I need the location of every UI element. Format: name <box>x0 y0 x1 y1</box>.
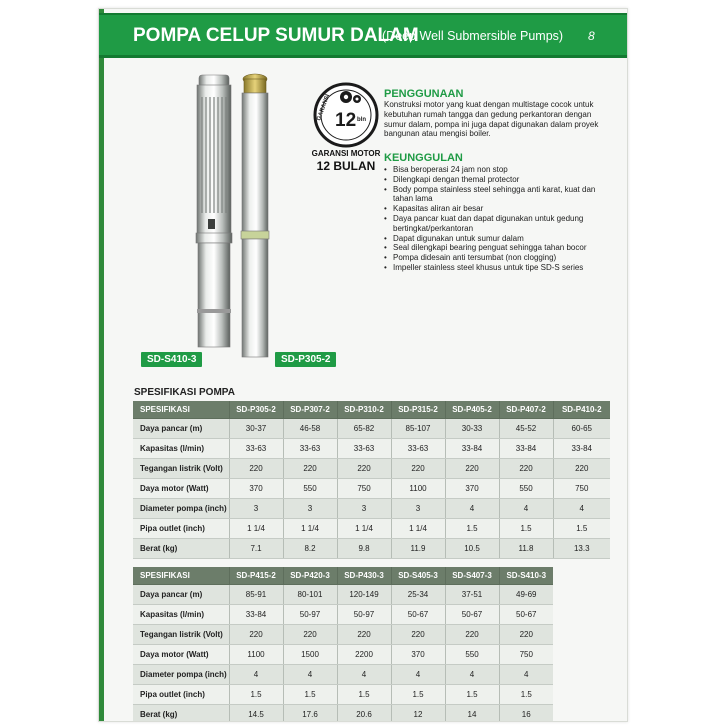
table-cell: 1.5 <box>499 685 553 705</box>
left-accent-stripe <box>99 9 104 721</box>
product-label-left: SD-S410-3 <box>141 352 202 367</box>
table-header-cell: SD-S407-3 <box>445 567 499 585</box>
penggunaan-line: bangunan atau mengisi boiler. <box>384 129 491 139</box>
table-row <box>133 705 553 723</box>
badge-line1: GARANSI MOTOR <box>311 149 381 158</box>
table-row <box>133 585 553 605</box>
table-header-cell: SD-S405-3 <box>391 567 445 585</box>
table-cell: 1 1/4 <box>337 519 391 539</box>
table-header-row <box>133 567 553 585</box>
row-label: Kapasitas (l/min) <box>133 439 229 459</box>
table-cell: 220 <box>229 625 283 645</box>
table-header-cell: SD-P305-2 <box>229 401 283 419</box>
table-cell: 9.8 <box>337 539 391 559</box>
table-cell: 220 <box>391 459 445 479</box>
table-cell: 50-97 <box>337 605 391 625</box>
table-cell: 12 <box>391 705 445 723</box>
table-cell: 46-58 <box>283 419 337 439</box>
table-cell: 33-84 <box>229 605 283 625</box>
table-cell: 14 <box>445 705 499 723</box>
table-cell: 50-67 <box>445 605 499 625</box>
table-cell: 220 <box>391 625 445 645</box>
row-label: Tegangan listrik (Volt) <box>133 625 229 645</box>
row-label: Berat (kg) <box>133 705 229 723</box>
table-header-cell: SPESIFIKASI <box>133 401 229 419</box>
table-cell: 1.5 <box>337 685 391 705</box>
table-cell: 11.8 <box>499 539 553 559</box>
badge-months-number: 12 <box>335 110 357 131</box>
table-cell: 1 1/4 <box>283 519 337 539</box>
table-cell: 750 <box>337 479 391 499</box>
page-subtitle: (Deep Well Submersible Pumps) <box>382 29 564 43</box>
table-row <box>133 625 553 645</box>
keunggulan-item: • Pompa didesain anti tersumbat (non clogging) <box>384 253 606 263</box>
table-cell: 4 <box>391 665 445 685</box>
table-cell: 1.5 <box>499 519 553 539</box>
table-cell: 220 <box>229 459 283 479</box>
row-label: Berat (kg) <box>133 539 229 559</box>
table-header-cell: SD-P407-2 <box>499 401 553 419</box>
table-cell: 3 <box>337 499 391 519</box>
row-label: Daya motor (Watt) <box>133 479 229 499</box>
table-cell: 3 <box>391 499 445 519</box>
table-cell: 10.5 <box>445 539 499 559</box>
table-cell: 13.3 <box>553 539 610 559</box>
spec-table-2 <box>133 567 553 722</box>
table-cell: 220 <box>283 625 337 645</box>
table-cell: 220 <box>499 625 553 645</box>
table-header-cell: SD-P410-2 <box>553 401 610 419</box>
table-cell: 220 <box>445 625 499 645</box>
table-cell: 80-101 <box>283 585 337 605</box>
table-cell: 370 <box>445 479 499 499</box>
table-cell: 220 <box>337 625 391 645</box>
row-label: Diameter pompa (inch) <box>133 665 229 685</box>
penggunaan-line: kebutuhan rumah tangga dan gedung perkantoran dengan <box>384 109 592 119</box>
table-cell: 1.5 <box>229 685 283 705</box>
table-row <box>133 645 553 665</box>
row-label: Daya pancar (m) <box>133 585 229 605</box>
table-cell: 50-97 <box>283 605 337 625</box>
keunggulan-item: • Bisa beroperasi 24 jam non stop <box>384 165 606 175</box>
table-row <box>133 685 553 705</box>
pump-image-sd-p305-2 <box>235 73 275 361</box>
table-cell: 1.5 <box>391 685 445 705</box>
table-cell: 65-82 <box>337 419 391 439</box>
table-header-cell: SD-P310-2 <box>337 401 391 419</box>
table-cell: 1100 <box>391 479 445 499</box>
keunggulan-list <box>384 165 606 273</box>
table-row <box>133 665 553 685</box>
penggunaan-line: sumur dalam, pompa ini juga dapat digunakan dalam proyek <box>384 119 599 129</box>
penggunaan-line: Konstruksi motor yang kuat dengan multistage cocok untuk <box>384 100 594 109</box>
table-cell: 1 1/4 <box>391 519 445 539</box>
page-number: 8 <box>588 29 595 43</box>
penggunaan-text <box>384 100 609 139</box>
warranty-badge <box>303 81 389 173</box>
table-cell: 33-63 <box>229 439 283 459</box>
keunggulan-item: • Impeller stainless steel khusus untuk tipe SD-S series <box>384 263 606 273</box>
table-cell: 25-34 <box>391 585 445 605</box>
table-cell: 4 <box>337 665 391 685</box>
table-cell: 1.5 <box>553 519 610 539</box>
table-cell: 7.1 <box>229 539 283 559</box>
table-cell: 33-63 <box>337 439 391 459</box>
table-cell: 120-149 <box>337 585 391 605</box>
table-cell: 4 <box>553 499 610 519</box>
table-cell: 8.2 <box>283 539 337 559</box>
table-row <box>133 439 610 459</box>
page-title: POMPA CELUP SUMUR DALAM <box>133 25 419 46</box>
table-cell: 370 <box>229 479 283 499</box>
table-cell: 4 <box>445 499 499 519</box>
table-cell: 750 <box>499 645 553 665</box>
row-label: Pipa outlet (inch) <box>133 519 229 539</box>
table-header-cell: SD-P430-3 <box>337 567 391 585</box>
table-row <box>133 479 610 499</box>
badge-garansi-word: GARANSI <box>316 93 332 122</box>
keunggulan-item: • Kapasitas aliran air besar <box>384 204 606 214</box>
table-cell: 1 1/4 <box>229 519 283 539</box>
spec-section-title: SPESIFIKASI POMPA <box>134 387 235 398</box>
table-row <box>133 419 610 439</box>
product-label-right: SD-P305-2 <box>275 352 336 367</box>
table-cell: 33-84 <box>445 439 499 459</box>
table-cell: 4 <box>445 665 499 685</box>
keunggulan-item: • Daya pancar kuat dan dapat digunakan untuk gedung bertingkat/perkantoran <box>384 214 606 234</box>
table-cell: 370 <box>391 645 445 665</box>
keunggulan-item: • Dilengkapi dengan themal protector <box>384 175 606 185</box>
table-cell: 60-65 <box>553 419 610 439</box>
spec-table-1 <box>133 401 610 559</box>
pump-image-sd-s410-3 <box>191 73 237 353</box>
table-cell: 550 <box>499 479 553 499</box>
penggunaan-heading: PENGGUNAAN <box>384 88 464 100</box>
table-cell: 33-84 <box>499 439 553 459</box>
table-cell: 1500 <box>283 645 337 665</box>
table-header-cell: SD-S410-3 <box>499 567 553 585</box>
table-row <box>133 499 610 519</box>
row-label: Daya motor (Watt) <box>133 645 229 665</box>
table-row <box>133 605 553 625</box>
table-cell: 85-91 <box>229 585 283 605</box>
keunggulan-item: • Body pompa stainless steel sehingga anti karat, kuat dan tahan lama <box>384 185 606 205</box>
keunggulan-item: • Seal dilengkapi bearing penguat sehingga tahan bocor <box>384 243 606 253</box>
table-cell: 85-107 <box>391 419 445 439</box>
table-cell: 11.9 <box>391 539 445 559</box>
table-cell: 33-63 <box>391 439 445 459</box>
table-header-row <box>133 401 610 419</box>
table-cell: 50-67 <box>391 605 445 625</box>
table-cell: 4 <box>283 665 337 685</box>
table-row <box>133 539 610 559</box>
table-header-cell: SD-P415-2 <box>229 567 283 585</box>
row-label: Pipa outlet (inch) <box>133 685 229 705</box>
table-cell: 220 <box>553 459 610 479</box>
row-label: Diameter pompa (inch) <box>133 499 229 519</box>
table-cell: 17.6 <box>283 705 337 723</box>
table-cell: 49-69 <box>499 585 553 605</box>
table-cell: 3 <box>283 499 337 519</box>
table-header-cell: SD-P405-2 <box>445 401 499 419</box>
row-label: Daya pancar (m) <box>133 419 229 439</box>
row-label: Tegangan listrik (Volt) <box>133 459 229 479</box>
table-header-cell: SPESIFIKASI <box>133 567 229 585</box>
table-cell: 2200 <box>337 645 391 665</box>
badge-months-unit: bln <box>357 117 366 123</box>
warranty-gear-icon <box>303 81 389 149</box>
keunggulan-item: • Dapat digunakan untuk sumur dalam <box>384 234 606 244</box>
table-cell: 33-84 <box>553 439 610 459</box>
table-cell: 33-63 <box>283 439 337 459</box>
table-cell: 4 <box>499 499 553 519</box>
page-header <box>99 13 627 58</box>
table-cell: 30-37 <box>229 419 283 439</box>
table-cell: 14.5 <box>229 705 283 723</box>
catalog-page <box>98 8 628 722</box>
table-header-cell: SD-P315-2 <box>391 401 445 419</box>
table-cell: 750 <box>553 479 610 499</box>
table-cell: 16 <box>499 705 553 723</box>
badge-line2: 12 BULAN <box>316 159 376 173</box>
table-row <box>133 459 610 479</box>
table-cell: 50-67 <box>499 605 553 625</box>
table-cell: 1.5 <box>445 519 499 539</box>
table-cell: 220 <box>445 459 499 479</box>
table-cell: 4 <box>499 665 553 685</box>
table-cell: 20.6 <box>337 705 391 723</box>
table-cell: 550 <box>445 645 499 665</box>
table-header-cell: SD-P307-2 <box>283 401 337 419</box>
table-cell: 45-52 <box>499 419 553 439</box>
table-cell: 220 <box>283 459 337 479</box>
table-cell: 30-33 <box>445 419 499 439</box>
table-cell: 1.5 <box>283 685 337 705</box>
table-cell: 1.5 <box>445 685 499 705</box>
table-cell: 220 <box>499 459 553 479</box>
keunggulan-heading: KEUNGGULAN <box>384 152 463 164</box>
row-label: Kapasitas (l/min) <box>133 605 229 625</box>
table-cell: 37-51 <box>445 585 499 605</box>
table-cell: 550 <box>283 479 337 499</box>
table-header-cell: SD-P420-3 <box>283 567 337 585</box>
table-cell: 1100 <box>229 645 283 665</box>
table-cell: 3 <box>229 499 283 519</box>
table-cell: 4 <box>229 665 283 685</box>
table-cell: 220 <box>337 459 391 479</box>
table-row <box>133 519 610 539</box>
